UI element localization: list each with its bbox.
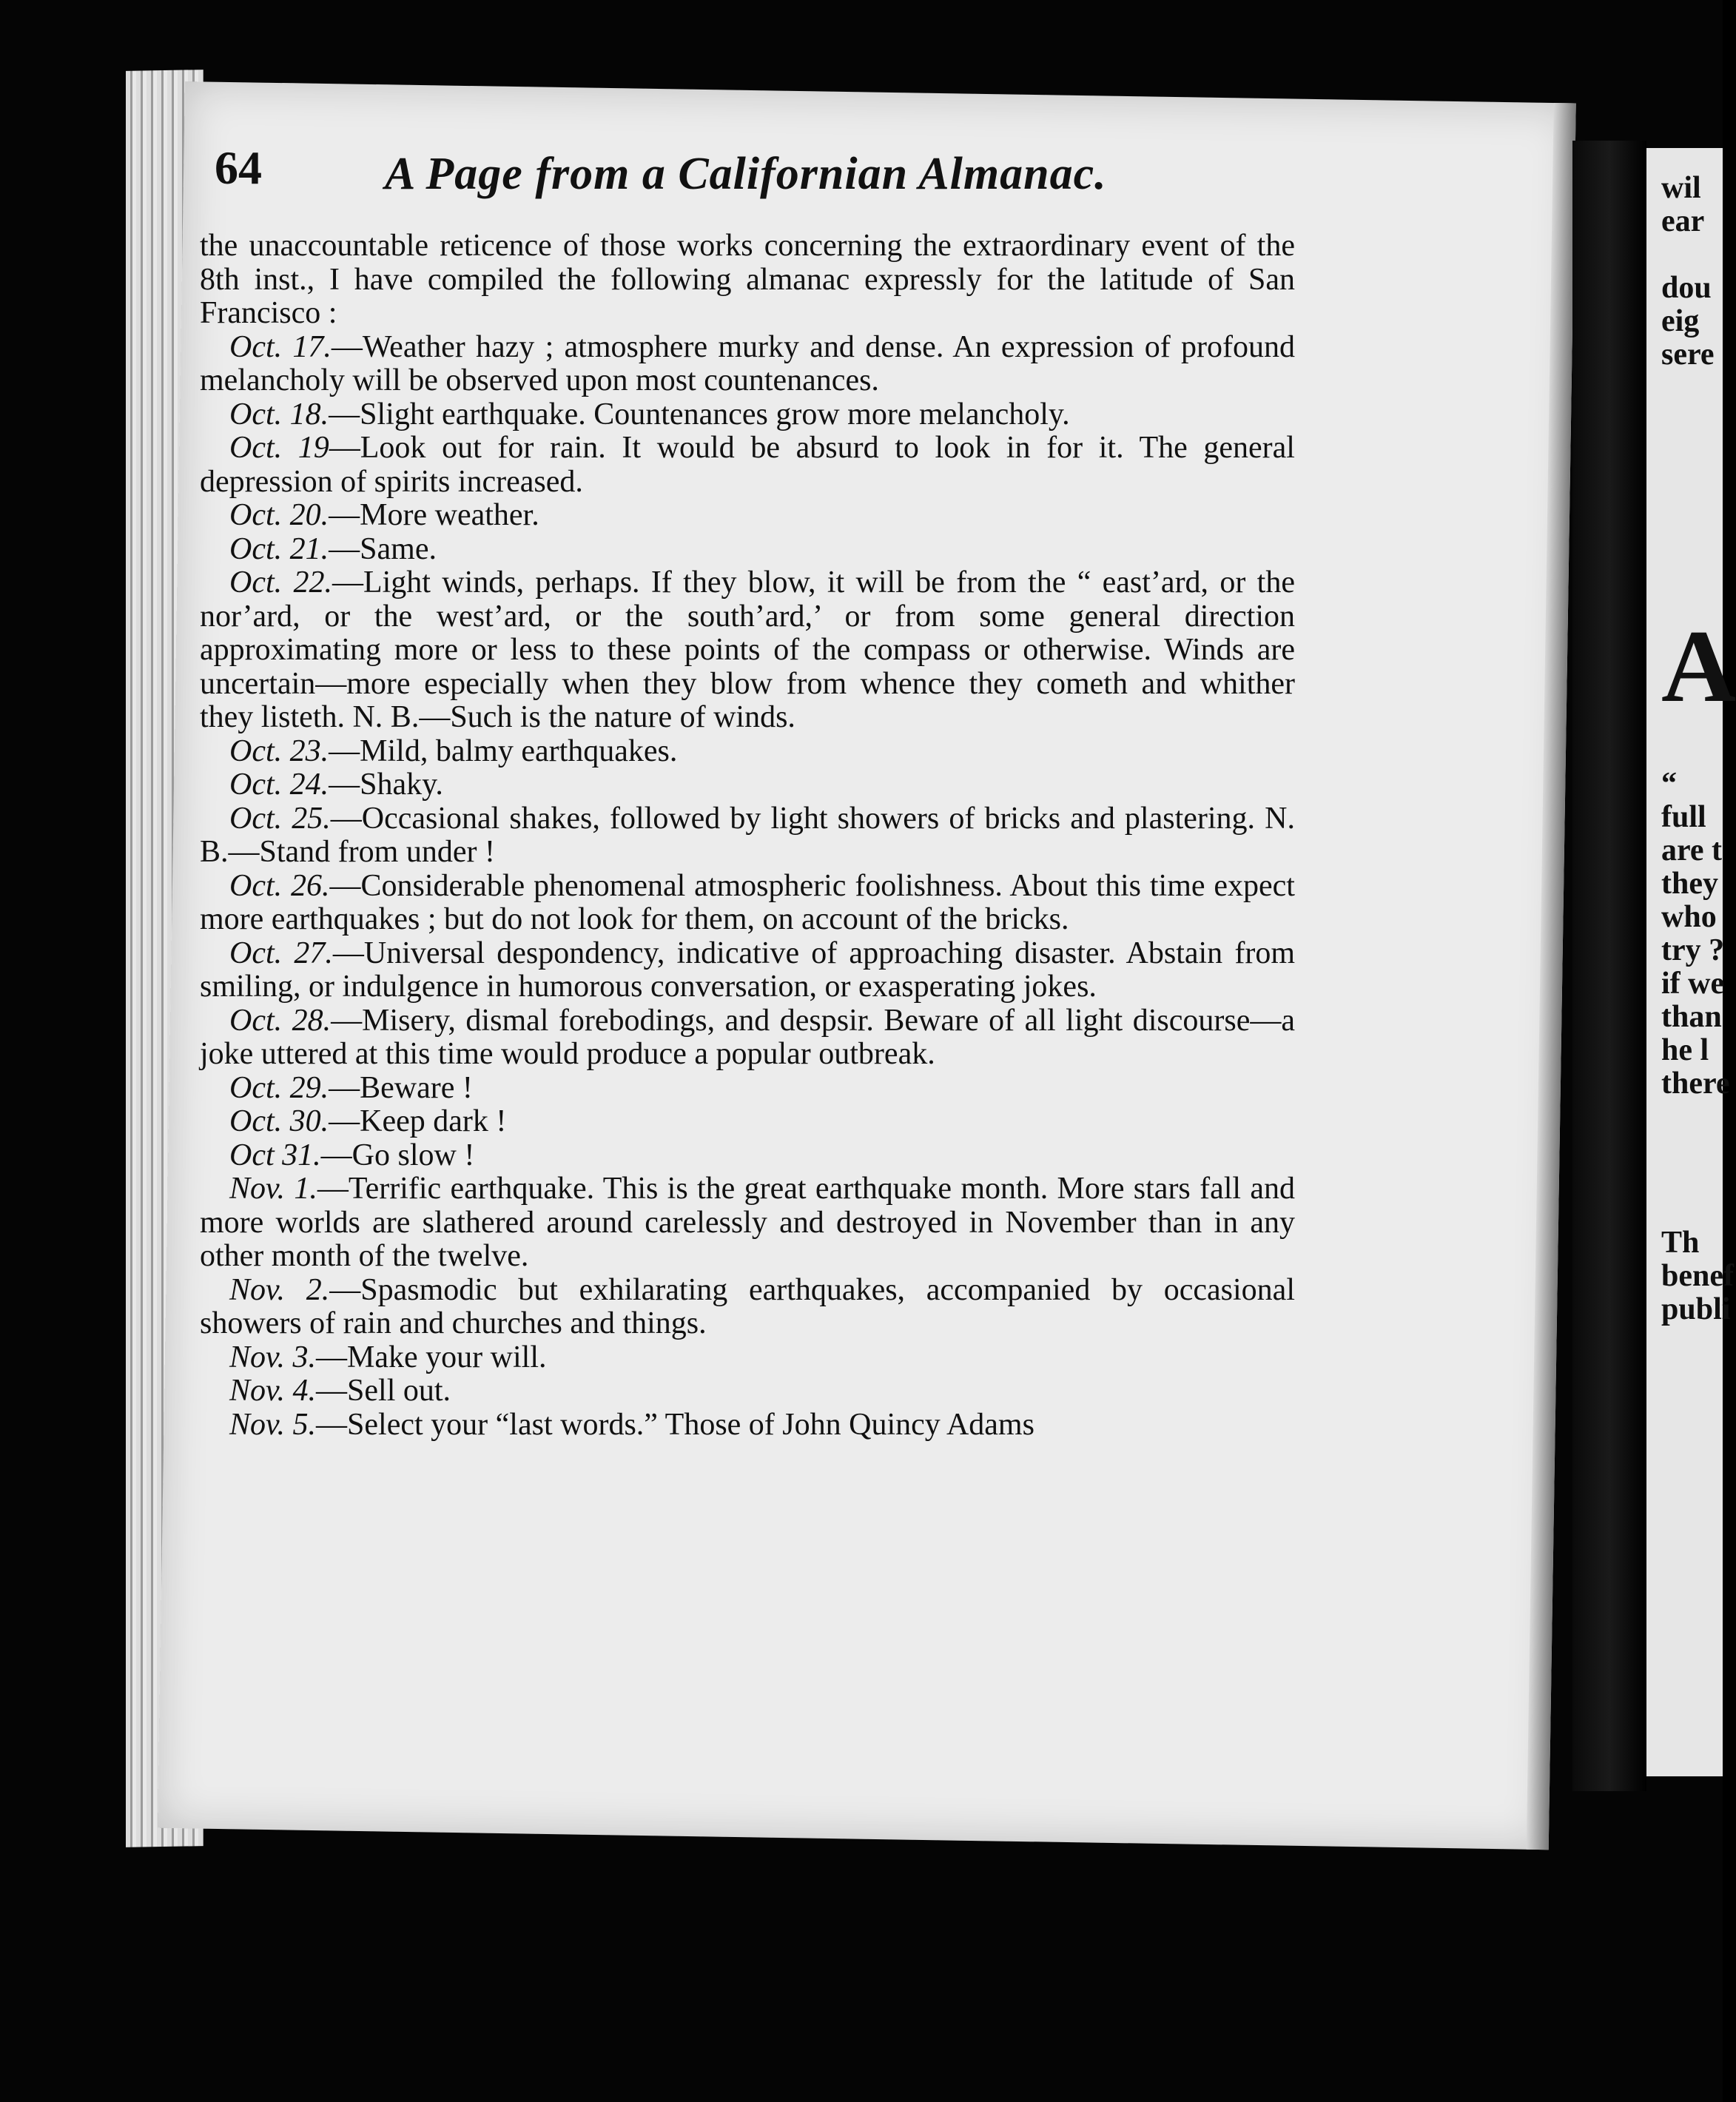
entry-date: Oct. 26. <box>229 868 330 903</box>
almanac-entry <box>200 735 1295 769</box>
entry-text: —Same. <box>329 531 437 566</box>
entry-text: —Slight earthquake. Countenances grow more melancholy. <box>329 397 1070 432</box>
facing-page-text: he l <box>1661 1033 1709 1067</box>
entry-date: Oct. 17. <box>229 329 332 364</box>
running-title: A Page from a Californian Almanac. <box>385 149 1107 199</box>
facing-page-fragment <box>1646 148 1736 1776</box>
entry-text: —Misery, dismal forebodings, and despsir. Beware of all light discourse—a joke uttered at this time would produce a popular outbreak. <box>200 1003 1295 1071</box>
facing-page-text: sere <box>1661 338 1715 372</box>
page-gutter <box>1527 103 1576 1850</box>
entry-date: Oct. 23. <box>229 733 329 768</box>
entry-date: Oct. 27. <box>229 936 333 970</box>
facing-page-text: there <box>1661 1067 1730 1101</box>
entry-text: —Beware ! <box>329 1070 473 1105</box>
entry-date: Oct. 21. <box>229 531 329 566</box>
almanac-entry <box>200 499 1295 533</box>
almanac-entry <box>200 1004 1295 1072</box>
almanac-entry <box>200 1072 1295 1106</box>
entry-date: Nov. 1. <box>229 1172 317 1206</box>
entry-date: Nov. 4. <box>229 1374 317 1408</box>
almanac-text <box>200 229 1295 1442</box>
almanac-entry <box>200 1172 1295 1274</box>
entry-text: —Spasmodic but exhilarating earthquakes, accompanied by occasional showers of rain and churches and things. <box>200 1272 1295 1340</box>
entry-date: Oct. 29. <box>229 1070 329 1105</box>
facing-page-text: A <box>1661 609 1736 724</box>
almanac-entry <box>200 566 1295 735</box>
entry-text: —Select your “last words.” Those of John Quincy Adams <box>316 1407 1034 1442</box>
facing-page-text: if we <box>1661 967 1725 1001</box>
almanac-entry <box>200 1139 1295 1173</box>
almanac-entry <box>200 802 1295 870</box>
almanac-entry <box>200 432 1295 499</box>
facing-page-text: they <box>1661 867 1718 901</box>
facing-page-text: try ? <box>1661 933 1725 967</box>
page-header <box>215 133 1325 215</box>
entry-text: —Keep dark ! <box>329 1104 507 1138</box>
entry-text: —Look out for rain. It would be absurd to look in for it. The general depression of spirits increased. <box>200 431 1295 499</box>
facing-page-text: dou <box>1661 271 1712 305</box>
almanac-entry <box>200 768 1295 802</box>
entry-date: Oct. 19 <box>229 431 329 465</box>
entry-text: —Universal despondency, indicative of approaching disaster. Abstain from smiling, or indulgence in humorous conversation, or exasperating jokes. <box>200 936 1295 1004</box>
almanac-entry <box>200 1274 1295 1341</box>
book-spine <box>1572 141 1646 1791</box>
entry-text: —Go slow ! <box>320 1138 475 1172</box>
entry-text: —Mild, balmy earthquakes. <box>329 733 678 768</box>
facing-page-text: “ <box>1661 767 1677 801</box>
entry-date: Nov. 2. <box>229 1272 330 1307</box>
facing-page-text: benef <box>1661 1259 1734 1293</box>
entry-text: —Sell out. <box>316 1374 451 1408</box>
entry-date: Oct. 22. <box>229 565 332 600</box>
facing-page-text: publi <box>1661 1292 1731 1326</box>
almanac-entry <box>200 937 1295 1004</box>
facing-page-text: who <box>1661 900 1717 934</box>
facing-page-text: eig <box>1661 304 1700 338</box>
almanac-entry <box>200 870 1295 937</box>
entry-date: Oct. 25. <box>229 801 331 836</box>
entry-date: Oct. 28. <box>229 1003 332 1038</box>
almanac-entry <box>200 1341 1295 1375</box>
entry-text: —Occasional shakes, followed by light showers of bricks and plastering. N. B.—Stand from under ! <box>200 801 1295 869</box>
entry-date: Oct. 18. <box>229 397 329 432</box>
facing-page-text: Th <box>1661 1226 1700 1260</box>
entry-text: —Shaky. <box>329 768 443 802</box>
facing-page-text: ear <box>1661 204 1705 238</box>
facing-page-text: than <box>1661 1000 1722 1034</box>
intro-paragraph: the unaccountable reticence of those works concerning the extraordinary event of the 8th inst., I have compiled the following almanac expressly for the latitude of San Francisco : <box>200 229 1295 330</box>
entry-date: Oct 31. <box>229 1138 321 1172</box>
entry-date: Nov. 3. <box>229 1340 317 1374</box>
entry-text: —More weather. <box>329 498 539 532</box>
facing-page-text: are t <box>1661 833 1723 867</box>
almanac-entry <box>200 1408 1295 1443</box>
almanac-entry <box>200 1374 1295 1408</box>
almanac-entry <box>200 331 1295 398</box>
entry-date: Oct. 20. <box>229 498 329 532</box>
entry-text: —Make your will. <box>316 1340 547 1374</box>
facing-page-text: wil <box>1661 171 1701 205</box>
almanac-entry <box>200 1105 1295 1139</box>
entry-text: —Light winds, perhaps. If they blow, it will be from the “ east’ard, or the nor’ard, or the west’ard, or the south’ard,’ or from some general direction approximating more or less to these points of the compass or otherwise. Winds are uncertain—more especially when they blow from whence they cometh and whither they listeth. N. B.—Such is the nature of winds. <box>200 565 1295 734</box>
entry-text: —Terrific earthquake. This is the great earthquake month. More stars fall and more worlds are slathered around carelessly and destroyed in November than in any other month of the twelve. <box>200 1172 1295 1273</box>
almanac-entry <box>200 398 1295 432</box>
entry-date: Oct. 30. <box>229 1104 329 1138</box>
entry-date: Oct. 24. <box>229 768 329 802</box>
entry-text: —Weather hazy ; atmosphere murky and dense. An expression of profound melancholy will be observed upon most countenances. <box>200 329 1295 397</box>
almanac-entry <box>200 533 1295 567</box>
entry-text: —Considerable phenomenal atmospheric foolishness. About this time expect more earthquakes ; but do not look for them, on account of the bricks. <box>200 868 1295 936</box>
facing-page-text: full <box>1661 800 1706 834</box>
entry-date: Nov. 5. <box>229 1407 317 1442</box>
page-number: 64 <box>215 141 262 194</box>
